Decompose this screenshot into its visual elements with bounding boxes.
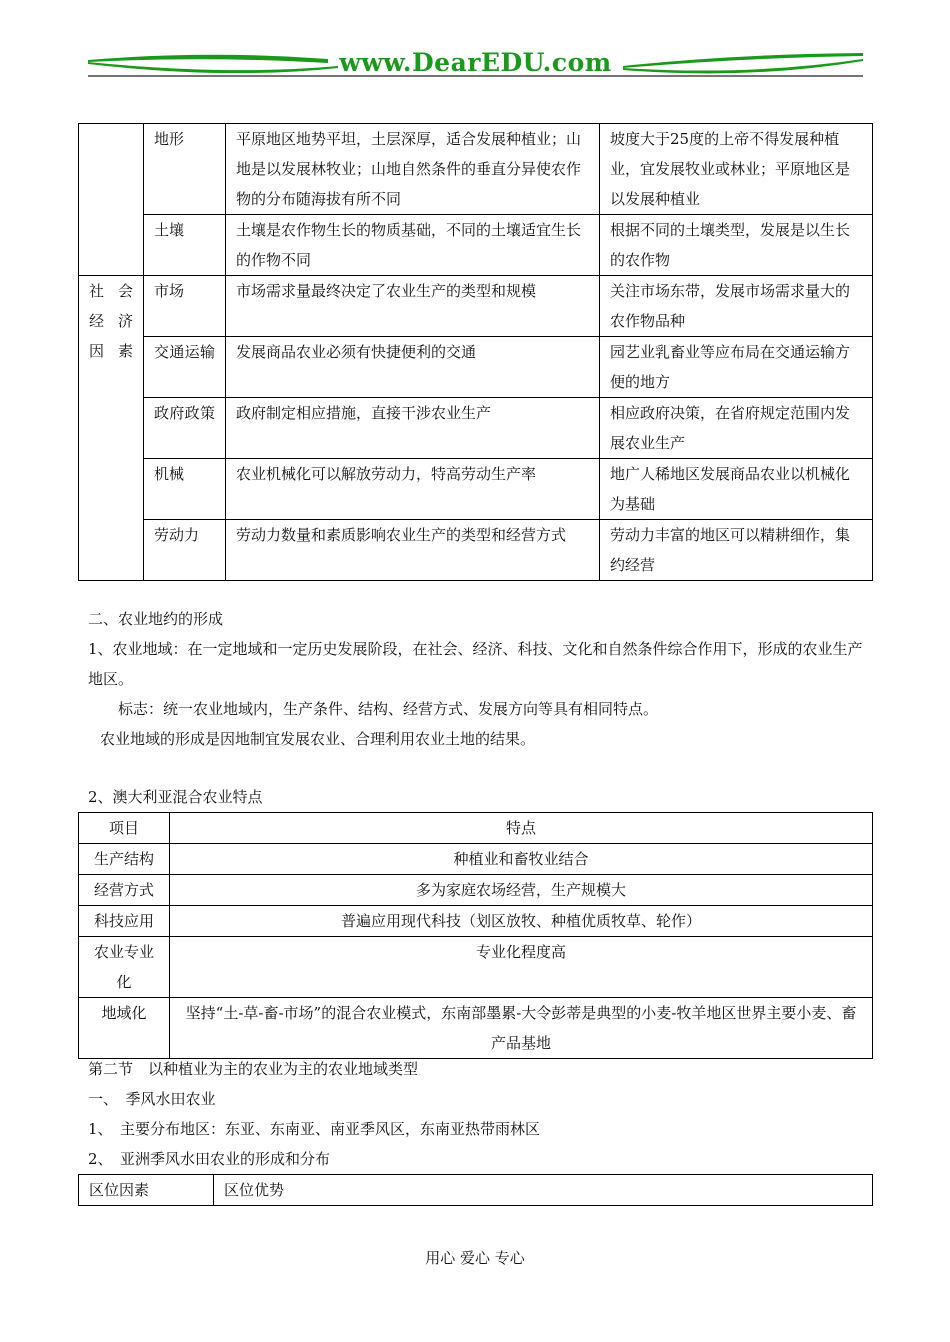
table-cell-factor: 市场 (144, 276, 226, 337)
table-row (79, 937, 873, 998)
table-cell-group (79, 124, 144, 276)
table-cell-measure: 地广人稀地区发展商品农业以机械化为基础 (600, 459, 873, 520)
paragraph-definition: 1、农业地域：在一定地域和一定历史发展阶段，在社会、经济、科技、文化和自然条件综合作用下，形成的农业生产地区。 (88, 640, 863, 688)
table-header-row (79, 813, 873, 844)
table-cell-factor: 土壤 (144, 215, 226, 276)
table-cell-feature: 种植业和畜牧业结合 (170, 844, 873, 875)
table-cell-influence: 土壤是农作物生长的物质基础，不同的土壤适宜生长的作物不同 (226, 215, 600, 276)
table-header-cell: 项目 (79, 813, 170, 844)
table-cell-measure: 根据不同的土壤类型，发展是以生长的农作物 (600, 215, 873, 276)
table-row (79, 276, 873, 337)
table-cell-influence: 农业机械化可以解放劳动力，特高劳动生产率 (226, 459, 600, 520)
table-row (79, 844, 873, 875)
table-cell-item: 经营方式 (79, 875, 170, 906)
table-cell-influence: 劳动力数量和素质影响农业生产的类型和经营方式 (226, 520, 600, 581)
table-row (79, 875, 873, 906)
table-cell-feature: 普遍应用现代科技（划区放牧、种植优质牧草、轮作） (170, 906, 873, 937)
table-row (79, 215, 873, 276)
table-row (79, 998, 873, 1059)
table-row (79, 520, 873, 581)
table-cell-feature: 多为家庭农场经营，生产规模大 (170, 875, 873, 906)
table-cell-measure: 劳动力丰富的地区可以精耕细作，集约经营 (600, 520, 873, 581)
section-heading: 二、农业地约的形成 (88, 610, 224, 628)
table-header-cell: 区位因素 (79, 1175, 214, 1206)
table-header-row (79, 1175, 873, 1206)
table-header-cell: 特点 (170, 813, 873, 844)
table-cell-feature: 专业化程度高 (170, 937, 873, 998)
australia-features-table (78, 812, 873, 1059)
table-cell-influence: 平原地区地势平坦，土层深厚，适合发展种植业；山地是以发展林牧业；山地自然条件的垂直分异使农作物的分布随海拔有所不同 (226, 124, 600, 215)
table-cell-measure: 关注市场东带，发展市场需求量大的农作物品种 (600, 276, 873, 337)
table-row (79, 398, 873, 459)
table-cell-factor: 政府政策 (144, 398, 226, 459)
list-item: 1、 主要分布地区：东亚、东南亚、南亚季风区，东南亚热带雨林区 (88, 1120, 541, 1138)
table-cell-item: 生产结构 (79, 844, 170, 875)
section-heading: 一、 季风水田农业 (88, 1090, 216, 1108)
table-cell-factor: 机械 (144, 459, 226, 520)
paragraph-marker: 标志：统一农业地域内，生产条件、结构、经营方式、发展方向等具有相同特点。 (118, 700, 659, 718)
table-cell-group: 社会经济因素 (79, 276, 144, 581)
table-cell-influence: 政府制定相应措施，直接干涉农业生产 (226, 398, 600, 459)
paragraph-result: 农业地域的形成是因地制宜发展农业、合理利用农业土地的结果。 (100, 730, 536, 748)
table-cell-feature: 坚持“土-草-畜-市场”的混合农业模式，东南部墨累-大令彭蒂是典型的小麦-牧羊地区世界主要小麦、畜产品基地 (170, 998, 873, 1059)
table-cell-factor: 地形 (144, 124, 226, 215)
table-row (79, 337, 873, 398)
table-header-cell: 区位优势 (214, 1175, 873, 1206)
table-cell-measure: 坡度大于25度的上帝不得发展种植业，宜发展牧业或林业；平原地区是以发展种植业 (600, 124, 873, 215)
table-cell-measure: 相应政府决策，在省府规定范围内发展农业生产 (600, 398, 873, 459)
table-cell-influence: 发展商品农业必须有快捷便利的交通 (226, 337, 600, 398)
table-cell-item: 科技应用 (79, 906, 170, 937)
table-cell-factor: 劳动力 (144, 520, 226, 581)
list-item: 2、 亚洲季风水田农业的形成和分布 (88, 1150, 331, 1168)
table-row (79, 906, 873, 937)
table-cell-item: 地域化 (79, 998, 170, 1059)
location-factors-table (78, 1174, 873, 1206)
table-row (79, 459, 873, 520)
subsection-heading: 2、澳大利亚混合农业特点 (88, 788, 263, 806)
page-footer: 用心 爱心 专心 (425, 1249, 525, 1267)
table-row (79, 124, 873, 215)
site-logo-text: www.DearEDU.com (339, 48, 612, 77)
chapter-title: 第二节 以种植业为主的农业为主的农业地域类型 (88, 1060, 419, 1078)
site-header (88, 46, 863, 80)
table-cell-factor: 交通运输 (144, 337, 226, 398)
table-cell-item: 农业专业化 (79, 937, 170, 998)
table-cell-measure: 园艺业乳畜业等应布局在交通运输方便的地方 (600, 337, 873, 398)
factors-table (78, 123, 873, 581)
table-cell-influence: 市场需求量最终决定了农业生产的类型和规模 (226, 276, 600, 337)
